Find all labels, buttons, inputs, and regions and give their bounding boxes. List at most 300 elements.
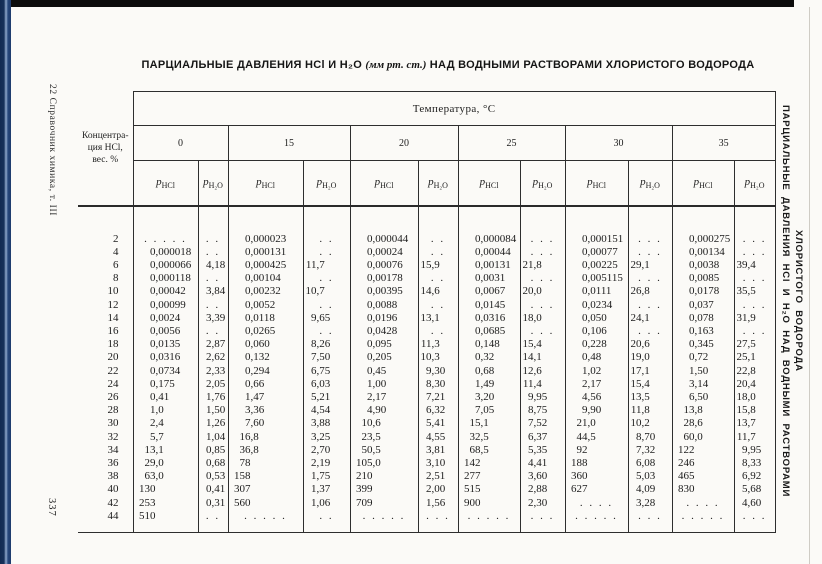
p-hcl-value: 900 (458, 497, 520, 510)
p-h2o-value: 3,28 (628, 497, 672, 510)
table-row (78, 417, 775, 430)
p-hcl-value: 0,00134 (672, 246, 734, 259)
p-h2o-value: . . . (628, 299, 672, 312)
p-h2o-value: 11,7 (303, 259, 350, 272)
p-h2o-value: . . . (628, 325, 672, 338)
p-h2o-value: 35,5 (734, 285, 775, 298)
col-header-ph2o: $p_{H_2O}$ (198, 161, 228, 206)
col-header-ph2o: $p_{H_2O}$ (628, 161, 672, 206)
page-edge-line (809, 7, 810, 564)
p-hcl-value: 4,56 (565, 391, 628, 404)
p-h2o-value: 25,1 (734, 351, 775, 364)
p-hcl-value: 0,060 (228, 338, 303, 351)
p-h2o-value: . . (198, 206, 228, 246)
p-hcl-value: 709 (350, 497, 418, 510)
concentration-cell: 10 (78, 285, 133, 298)
p-hcl-value: 0,294 (228, 365, 303, 378)
p-h2o-value: 20,6 (628, 338, 672, 351)
page-title (120, 59, 776, 71)
concentration-cell: 38 (78, 470, 133, 483)
p-hcl-value: 0,078 (672, 312, 734, 325)
p-hcl-value: 44,5 (565, 431, 628, 444)
p-h2o-value: 6,75 (303, 365, 350, 378)
margin-running-title-line1: ПАРЦИАЛЬНЫЕ ДАВЛЕНИЯ HCl И H₂O НАД ВОДНЫМИ РАСТВОРАМИ (780, 104, 791, 498)
page-title-tail: НАД ВОДНЫМИ РАСТВОРАМИ ХЛОРИСТОГО ВОДОРОДА (426, 59, 755, 71)
p-h2o-value: 4,60 (734, 497, 775, 510)
p-h2o-value: . . (198, 272, 228, 285)
table-row (78, 299, 775, 312)
p-h2o-value: 3,39 (198, 312, 228, 325)
p-h2o-value: . . (198, 299, 228, 312)
p-hcl-value: 0,0085 (672, 272, 734, 285)
p-h2o-value: . . . (520, 325, 565, 338)
p-hcl-value: 0,00024 (350, 246, 418, 259)
p-h2o-value: 0,41 (198, 483, 228, 496)
p-hcl-value: 210 (350, 470, 418, 483)
p-hcl-value: 0,0265 (228, 325, 303, 338)
stub-header (78, 92, 133, 206)
p-hcl-value: 0,0038 (672, 259, 734, 272)
p-h2o-value: . . (418, 272, 458, 285)
p-hcl-value: 28,6 (672, 417, 734, 430)
p-h2o-value: 6,37 (520, 431, 565, 444)
col-header-ph2o: $p_{H_2O}$ (734, 161, 775, 206)
p-h2o-value: . . (418, 206, 458, 246)
margin-running-title (779, 95, 805, 507)
p-hcl-value: 246 (672, 457, 734, 470)
col-header-phcl: $p_{HCl}$ (228, 161, 303, 206)
p-hcl-value: 63,0 (133, 470, 198, 483)
p-hcl-value: 0,68 (458, 365, 520, 378)
p-hcl-value: 0,00232 (228, 285, 303, 298)
p-hcl-value: 0,0145 (458, 299, 520, 312)
table-row (78, 338, 775, 351)
concentration-cell: 34 (78, 444, 133, 457)
p-hcl-value: 0,050 (565, 312, 628, 325)
p-h2o-value: 9,65 (303, 312, 350, 325)
p-h2o-value: 3,10 (418, 457, 458, 470)
p-h2o-value: 1,56 (418, 497, 458, 510)
p-h2o-value: . . (303, 325, 350, 338)
p-hcl-value: 0,205 (350, 351, 418, 364)
p-hcl-value: 7,05 (458, 404, 520, 417)
concentration-cell: 2 (78, 206, 133, 246)
p-hcl-value: 0,48 (565, 351, 628, 364)
p-hcl-value: 0,0178 (672, 285, 734, 298)
p-h2o-value: 4,18 (198, 259, 228, 272)
concentration-cell: 24 (78, 378, 133, 391)
p-h2o-value: 3,60 (520, 470, 565, 483)
p-h2o-value: 39,4 (734, 259, 775, 272)
p-hcl-value: 4,90 (350, 404, 418, 417)
p-h2o-value: 2,70 (303, 444, 350, 457)
p-h2o-value: 1,76 (198, 391, 228, 404)
p-hcl-value: . . . . . (133, 206, 198, 246)
p-hcl-value: 0,000118 (133, 272, 198, 285)
p-h2o-value: 13,1 (418, 312, 458, 325)
page-number: 337 (46, 498, 57, 517)
p-hcl-value: 0,00044 (458, 246, 520, 259)
col-header-phcl: $p_{HCl}$ (350, 161, 418, 206)
p-hcl-value: . . . . . (458, 510, 520, 523)
p-h2o-value: 10,2 (628, 417, 672, 430)
p-h2o-value: 22,8 (734, 365, 775, 378)
p-hcl-value: 68,5 (458, 444, 520, 457)
p-hcl-value: 23,5 (350, 431, 418, 444)
table-row (78, 470, 775, 483)
table-row (78, 351, 775, 364)
table-row (78, 483, 775, 496)
p-hcl-value: 0,000084 (458, 206, 520, 246)
p-hcl-value: 1,47 (228, 391, 303, 404)
table-row (78, 431, 775, 444)
p-h2o-value: 6,92 (734, 470, 775, 483)
p-h2o-value: 18,0 (520, 312, 565, 325)
col-header-phcl: $p_{HCl}$ (458, 161, 520, 206)
p-hcl-value: 0,345 (672, 338, 734, 351)
p-h2o-value: . . . (734, 206, 775, 246)
p-h2o-value: . . (303, 246, 350, 259)
p-h2o-value: 2,05 (198, 378, 228, 391)
table-spacer-row (78, 523, 775, 533)
p-h2o-value: 14,6 (418, 285, 458, 298)
p-hcl-value: 0,000066 (133, 259, 198, 272)
p-h2o-value: 2,87 (198, 338, 228, 351)
table-row (78, 510, 775, 523)
p-h2o-value: . . . (734, 246, 775, 259)
p-h2o-value: 5,21 (303, 391, 350, 404)
p-hcl-value: 36,8 (228, 444, 303, 457)
p-hcl-value: 0,0024 (133, 312, 198, 325)
table-row (78, 325, 775, 338)
table-row (78, 365, 775, 378)
p-hcl-value: 105,0 (350, 457, 418, 470)
p-h2o-value: 8,26 (303, 338, 350, 351)
p-h2o-value: 15,9 (418, 259, 458, 272)
p-h2o-value: 1,37 (303, 483, 350, 496)
p-h2o-value: 11,4 (520, 378, 565, 391)
p-h2o-value: 9,30 (418, 365, 458, 378)
p-h2o-value: . . (418, 299, 458, 312)
p-h2o-value: 1,50 (198, 404, 228, 417)
p-hcl-value: 830 (672, 483, 734, 496)
p-hcl-value: 0,148 (458, 338, 520, 351)
table-row (78, 404, 775, 417)
table-row (78, 259, 775, 272)
p-h2o-value: 2,51 (418, 470, 458, 483)
p-h2o-value: 2,33 (198, 365, 228, 378)
p-hcl-value: 560 (228, 497, 303, 510)
p-hcl-value: 0,0685 (458, 325, 520, 338)
p-h2o-value: . . . (734, 510, 775, 523)
p-hcl-value: 7,60 (228, 417, 303, 430)
p-h2o-value: 0,53 (198, 470, 228, 483)
p-h2o-value: 9,95 (520, 391, 565, 404)
p-h2o-value: . . . (734, 299, 775, 312)
p-hcl-value: 3,14 (672, 378, 734, 391)
p-hcl-value: 6,50 (672, 391, 734, 404)
p-hcl-value: 0,175 (133, 378, 198, 391)
p-hcl-value: 29,0 (133, 457, 198, 470)
concentration-cell: 40 (78, 483, 133, 496)
p-hcl-value: 0,037 (672, 299, 734, 312)
p-h2o-value: 8,33 (734, 457, 775, 470)
p-hcl-value: 0,0196 (350, 312, 418, 325)
p-h2o-value: 18,0 (734, 391, 775, 404)
p-hcl-value: 277 (458, 470, 520, 483)
p-hcl-value: 510 (133, 510, 198, 523)
p-h2o-value: 7,50 (303, 351, 350, 364)
p-hcl-value: 142 (458, 457, 520, 470)
p-hcl-value: 307 (228, 483, 303, 496)
p-hcl-value: . . . . (672, 497, 734, 510)
margin-note-volume: 22 Справочник химика, т. III (47, 84, 57, 216)
temperature-row (78, 126, 775, 161)
p-hcl-value: 13,1 (133, 444, 198, 457)
table-row (78, 391, 775, 404)
p-h2o-value: 10,7 (303, 285, 350, 298)
p-hcl-value: 0,0135 (133, 338, 198, 351)
p-hcl-value: 78 (228, 457, 303, 470)
p-hcl-value: 360 (565, 470, 628, 483)
p-hcl-value: 1,49 (458, 378, 520, 391)
p-h2o-value: 7,52 (520, 417, 565, 430)
page-title-main: ПАРЦИАЛЬНЫЕ ДАВЛЕНИЯ HCl И H₂O (141, 59, 366, 71)
concentration-cell: 22 (78, 365, 133, 378)
p-h2o-value: 13,5 (628, 391, 672, 404)
p-hcl-value: 0,000151 (565, 206, 628, 246)
p-h2o-value: 13,7 (734, 417, 775, 430)
table-row (78, 444, 775, 457)
p-h2o-value: 31,9 (734, 312, 775, 325)
p-h2o-value: 8,75 (520, 404, 565, 417)
p-label-row (78, 161, 775, 206)
concentration-cell: 12 (78, 299, 133, 312)
p-hcl-value: 627 (565, 483, 628, 496)
p-h2o-value: . . . (628, 510, 672, 523)
p-h2o-value: . . (418, 325, 458, 338)
p-hcl-value: 0,0052 (228, 299, 303, 312)
pressure-table-body (78, 206, 775, 533)
p-hcl-value: 1,0 (133, 404, 198, 417)
p-h2o-value: . . . (520, 272, 565, 285)
temp-col-30: 30 (565, 126, 672, 161)
p-h2o-value: 29,1 (628, 259, 672, 272)
p-hcl-value: . . . . . (350, 510, 418, 523)
concentration-cell: 36 (78, 457, 133, 470)
p-hcl-value: . . . . . (228, 510, 303, 523)
p-h2o-value: 6,32 (418, 404, 458, 417)
p-h2o-value: 0,31 (198, 497, 228, 510)
p-h2o-value: . . . (734, 272, 775, 285)
p-h2o-value: . . (303, 206, 350, 246)
table-row (78, 497, 775, 510)
concentration-cell: 44 (78, 510, 133, 523)
p-h2o-value: 17,1 (628, 365, 672, 378)
p-hcl-value: 5,7 (133, 431, 198, 444)
p-h2o-value: 3,25 (303, 431, 350, 444)
p-hcl-value: 158 (228, 470, 303, 483)
p-h2o-value: 2,88 (520, 483, 565, 496)
stub-line: ция HCl, (87, 143, 123, 153)
p-h2o-value: 6,08 (628, 457, 672, 470)
p-h2o-value: . . . (520, 206, 565, 246)
table-row (78, 246, 775, 259)
concentration-cell: 28 (78, 404, 133, 417)
p-hcl-value: 0,41 (133, 391, 198, 404)
p-h2o-value: 15,8 (734, 404, 775, 417)
concentration-cell: 26 (78, 391, 133, 404)
p-hcl-value: 0,00104 (228, 272, 303, 285)
p-hcl-value: 0,106 (565, 325, 628, 338)
p-hcl-value: 0,0316 (458, 312, 520, 325)
temp-col-35: 35 (672, 126, 775, 161)
p-hcl-value: 1,00 (350, 378, 418, 391)
p-h2o-value: . . . (628, 272, 672, 285)
p-h2o-value: 11,3 (418, 338, 458, 351)
scan-top-edge (0, 0, 794, 7)
p-hcl-value: 0,72 (672, 351, 734, 364)
p-h2o-value: 20,4 (734, 378, 775, 391)
p-hcl-value: 0,0118 (228, 312, 303, 325)
table-row (78, 457, 775, 470)
temp-col-20: 20 (350, 126, 458, 161)
p-hcl-value: 253 (133, 497, 198, 510)
p-h2o-value: 27,5 (734, 338, 775, 351)
p-h2o-value: . . . (628, 206, 672, 246)
margin-running-title-line2: ХЛОРИСТОГО ВОДОРОДА (793, 230, 804, 372)
p-h2o-value: 0,68 (198, 457, 228, 470)
p-h2o-value: 4,41 (520, 457, 565, 470)
p-hcl-value: 2,4 (133, 417, 198, 430)
p-hcl-value: . . . . . (565, 510, 628, 523)
p-hcl-value: 188 (565, 457, 628, 470)
p-hcl-value: 16,8 (228, 431, 303, 444)
p-h2o-value: 11,8 (628, 404, 672, 417)
p-h2o-value: 8,70 (628, 431, 672, 444)
p-hcl-value: 399 (350, 483, 418, 496)
p-h2o-value: . . . (520, 246, 565, 259)
p-h2o-value: . . (198, 510, 228, 523)
concentration-cell: 32 (78, 431, 133, 444)
p-h2o-value: 4,09 (628, 483, 672, 496)
p-h2o-value: 14,1 (520, 351, 565, 364)
concentration-cell: 8 (78, 272, 133, 285)
p-h2o-value: . . . (734, 325, 775, 338)
concentration-cell: 4 (78, 246, 133, 259)
p-hcl-value: 0,0734 (133, 365, 198, 378)
p-hcl-value: 0,000018 (133, 246, 198, 259)
p-hcl-value: 0,00395 (350, 285, 418, 298)
p-hcl-value: 130 (133, 483, 198, 496)
p-hcl-value: 0,00076 (350, 259, 418, 272)
p-hcl-value: 0,00099 (133, 299, 198, 312)
p-h2o-value: 5,35 (520, 444, 565, 457)
p-hcl-value: 0,0056 (133, 325, 198, 338)
p-hcl-value: 3,20 (458, 391, 520, 404)
p-h2o-value: 2,30 (520, 497, 565, 510)
p-hcl-value: 0,00042 (133, 285, 198, 298)
p-h2o-value: . . . (418, 510, 458, 523)
p-h2o-value: 15,4 (628, 378, 672, 391)
p-h2o-value: 6,03 (303, 378, 350, 391)
concentration-cell: 20 (78, 351, 133, 364)
col-header-ph2o: $p_{H_2O}$ (520, 161, 565, 206)
p-h2o-value: 2,62 (198, 351, 228, 364)
col-header-phcl: $p_{HCl}$ (133, 161, 198, 206)
p-hcl-value: 0,0316 (133, 351, 198, 364)
concentration-cell: 16 (78, 325, 133, 338)
p-hcl-value: 515 (458, 483, 520, 496)
p-hcl-value: 0,00131 (458, 259, 520, 272)
p-hcl-value: 0,000023 (228, 206, 303, 246)
p-hcl-value: 0,000275 (672, 206, 734, 246)
p-hcl-value: 3,36 (228, 404, 303, 417)
p-h2o-value: . . . (520, 510, 565, 523)
p-hcl-value: 0,132 (228, 351, 303, 364)
p-hcl-value: 1,02 (565, 365, 628, 378)
p-hcl-value: 0,0111 (565, 285, 628, 298)
p-h2o-value: . . . (628, 246, 672, 259)
p-h2o-value: 5,03 (628, 470, 672, 483)
p-h2o-value: 11,7 (734, 431, 775, 444)
p-h2o-value: 1,06 (303, 497, 350, 510)
stub-line: Концентра- (82, 131, 129, 141)
book-spine-strip (0, 0, 11, 564)
p-h2o-value: 0,85 (198, 444, 228, 457)
p-hcl-value: 0,32 (458, 351, 520, 364)
p-hcl-value: 21,0 (565, 417, 628, 430)
concentration-cell: 6 (78, 259, 133, 272)
p-hcl-value: 0,000131 (228, 246, 303, 259)
p-h2o-value: . . (303, 299, 350, 312)
table-row (78, 378, 775, 391)
p-hcl-value: 15,1 (458, 417, 520, 430)
temp-col-15: 15 (228, 126, 350, 161)
p-hcl-value: 1,50 (672, 365, 734, 378)
p-hcl-value: 0,66 (228, 378, 303, 391)
p-hcl-value: . . . . (565, 497, 628, 510)
p-hcl-value: 2,17 (350, 391, 418, 404)
p-hcl-value: 0,00077 (565, 246, 628, 259)
temperature-header: Температура, °С (133, 92, 775, 126)
p-hcl-value: 0,45 (350, 365, 418, 378)
p-hcl-value: 0,0428 (350, 325, 418, 338)
col-header-ph2o: $p_{H_2O}$ (303, 161, 350, 206)
p-h2o-value: 3,84 (198, 285, 228, 298)
p-h2o-value: 7,32 (628, 444, 672, 457)
p-h2o-value: 8,30 (418, 378, 458, 391)
pressure-table (78, 91, 776, 533)
p-hcl-value: 0,163 (672, 325, 734, 338)
p-hcl-value: 50,5 (350, 444, 418, 457)
p-h2o-value: 5,68 (734, 483, 775, 496)
stub-line: вес. % (92, 155, 119, 165)
p-hcl-value: 0,00178 (350, 272, 418, 285)
p-hcl-value: 0,228 (565, 338, 628, 351)
p-hcl-value: 0,0088 (350, 299, 418, 312)
temp-col-25: 25 (458, 126, 565, 161)
p-h2o-value: 1,75 (303, 470, 350, 483)
p-hcl-value: 0,095 (350, 338, 418, 351)
table-row (78, 272, 775, 285)
p-hcl-value: 0,000425 (228, 259, 303, 272)
p-h2o-value: 19,0 (628, 351, 672, 364)
p-h2o-value: . . (303, 510, 350, 523)
p-hcl-value: 0,0067 (458, 285, 520, 298)
p-h2o-value: 24,1 (628, 312, 672, 325)
p-h2o-value: 3,88 (303, 417, 350, 430)
